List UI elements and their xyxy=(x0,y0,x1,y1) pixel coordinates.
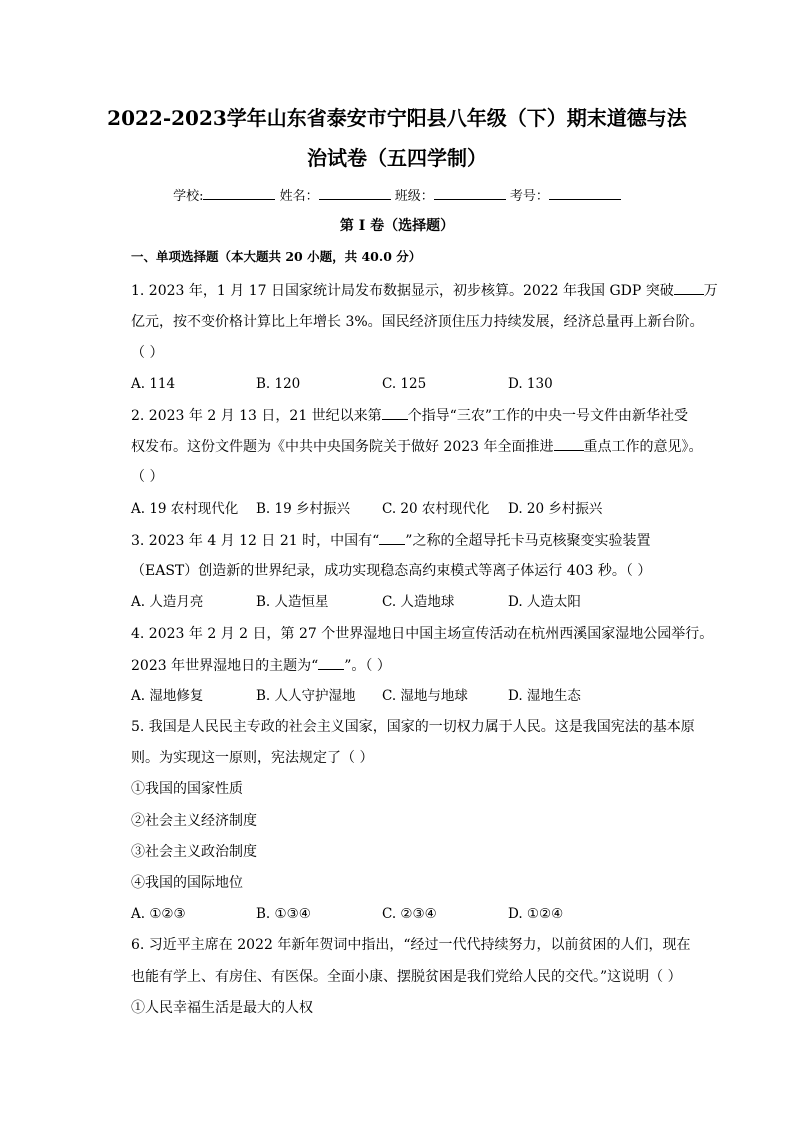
q2-text: 2. 2023 年 2 月 13 日，21 世纪以来第 xyxy=(131,408,382,424)
class-label: 班级： xyxy=(394,189,434,204)
q5-statement-3: ③社会主义政治制度 xyxy=(131,844,257,860)
q2-text: 个指导“三农”工作的中央一号文件由新华社受 xyxy=(407,408,689,424)
q3-text: ”之称的全超导托卡马克核聚变实验装置 xyxy=(405,533,651,549)
q6-line-2: 也能有学上、有房住、有医保。全面小康、摆脱贫困是我们党给人民的交代。”这说明（ ） xyxy=(131,969,682,985)
q5-line-1: 5. 我国是人民民主专政的社会主义国家，国家的一切权力属于人民。这是我国宪法的基本原 xyxy=(131,719,695,735)
q3-option-a[interactable]: A. 人造月亮 xyxy=(131,594,204,610)
q5-option-b[interactable]: B. ①③④ xyxy=(256,906,311,922)
q1-option-a[interactable]: A. 114 xyxy=(131,376,176,392)
q4-text: ”。（ ） xyxy=(344,658,391,674)
school-blank[interactable] xyxy=(203,186,275,200)
name-label: 姓名： xyxy=(279,189,319,204)
q3-option-b[interactable]: B. 人造恒星 xyxy=(256,594,329,610)
q5-option-d[interactable]: D. ①②④ xyxy=(508,906,564,922)
q2-text: 重点工作的意见》。 xyxy=(583,439,703,455)
answer-blank[interactable] xyxy=(382,405,408,420)
q1-text: 1. 2023 年，1 月 17 日国家统计局发布数据显示，初步核算。2022 年我国 GDP 突破 xyxy=(131,283,674,299)
student-info-line xyxy=(0,186,794,207)
q6-statement-1: ①人民幸福生活是最大的人权 xyxy=(131,1000,313,1016)
q3-line-1 xyxy=(131,530,650,551)
name-blank[interactable] xyxy=(319,186,391,200)
q4-option-b[interactable]: B. 人人守护湿地 xyxy=(256,688,356,704)
q5-option-c[interactable]: C. ②③④ xyxy=(382,906,437,922)
q2-option-b[interactable]: B. 19 乡村振兴 xyxy=(256,501,350,517)
q4-line-1: 4. 2023 年 2 月 2 日，第 27 个世界湿地日中国主场宣传活动在杭州西溪国家湿地公园举行。 xyxy=(131,626,714,642)
q3-line-2: （EAST）创造新的世界纪录，成功实现稳态高约束模式等离子体运行 403 秒。（ ） xyxy=(131,563,652,579)
class-blank[interactable] xyxy=(434,186,506,200)
section-title: 一、单项选择题（本大题共 20 小题，共 40.0 分） xyxy=(131,249,422,264)
q3-option-d[interactable]: D. 人造太阳 xyxy=(508,594,581,610)
exam-title-line-1: 2022-2023学年山东省泰安市宁阳县八年级（下）期末道德与法 xyxy=(107,106,687,130)
q4-option-d[interactable]: D. 湿地生态 xyxy=(508,688,581,704)
exam-title-line-2: 治试卷（五四学制） xyxy=(307,146,487,170)
q1-line-2: 亿元，按不变价格计算比上年增长 3%。国民经济顶住压力持续发展，经济总量再上新台阶。 xyxy=(131,314,704,330)
answer-blank[interactable] xyxy=(318,655,344,670)
q1-option-c[interactable]: C. 125 xyxy=(382,376,427,392)
answer-blank[interactable] xyxy=(554,436,584,451)
q1-line-1 xyxy=(131,280,718,301)
q2-text: 权发布。这份文件题为《中共中央国务院关于做好 2023 年全面推进 xyxy=(131,439,554,455)
q5-option-a[interactable]: A. ①②③ xyxy=(131,906,186,922)
q1-option-b[interactable]: B. 120 xyxy=(256,376,301,392)
q5-statement-2: ②社会主义经济制度 xyxy=(131,813,257,829)
q2-option-a[interactable]: A. 19 农村现代化 xyxy=(131,501,239,517)
q2-line-1 xyxy=(131,405,688,426)
q2-line-3: （ ） xyxy=(131,469,164,485)
q3-option-c[interactable]: C. 人造地球 xyxy=(382,594,455,610)
q4-text: 2023 年世界湿地日的主题为“ xyxy=(131,658,319,674)
q5-line-2: 则。为实现这一原则，宪法规定了（ ） xyxy=(131,750,374,766)
number-label: 考号： xyxy=(509,189,549,204)
q1-text: 万 xyxy=(703,283,718,299)
school-label: 学校: xyxy=(173,189,204,204)
q4-option-a[interactable]: A. 湿地修复 xyxy=(131,688,204,704)
number-blank[interactable] xyxy=(549,186,621,200)
q2-option-d[interactable]: D. 20 乡村振兴 xyxy=(508,501,603,517)
answer-blank[interactable] xyxy=(379,530,405,545)
q6-line-1: 6. 习近平主席在 2022 年新年贺词中指出，“经过一代代持续努力，以前贫困的人们，现在 xyxy=(131,937,691,953)
q5-statement-1: ①我国的国家性质 xyxy=(131,781,243,797)
q1-option-d[interactable]: D. 130 xyxy=(508,376,553,392)
q3-text: 3. 2023 年 4 月 12 日 21 时，中国有“ xyxy=(131,533,380,549)
q5-statement-4: ④我国的国际地位 xyxy=(131,875,243,891)
q2-line-2 xyxy=(131,436,703,457)
q4-line-2 xyxy=(131,655,391,676)
q4-option-c[interactable]: C. 湿地与地球 xyxy=(382,688,468,704)
q1-line-3: （ ） xyxy=(131,345,164,361)
answer-blank[interactable] xyxy=(674,280,704,295)
volume-title: 第 I 卷（选择题） xyxy=(339,218,455,234)
q2-option-c[interactable]: C. 20 农村现代化 xyxy=(382,501,490,517)
